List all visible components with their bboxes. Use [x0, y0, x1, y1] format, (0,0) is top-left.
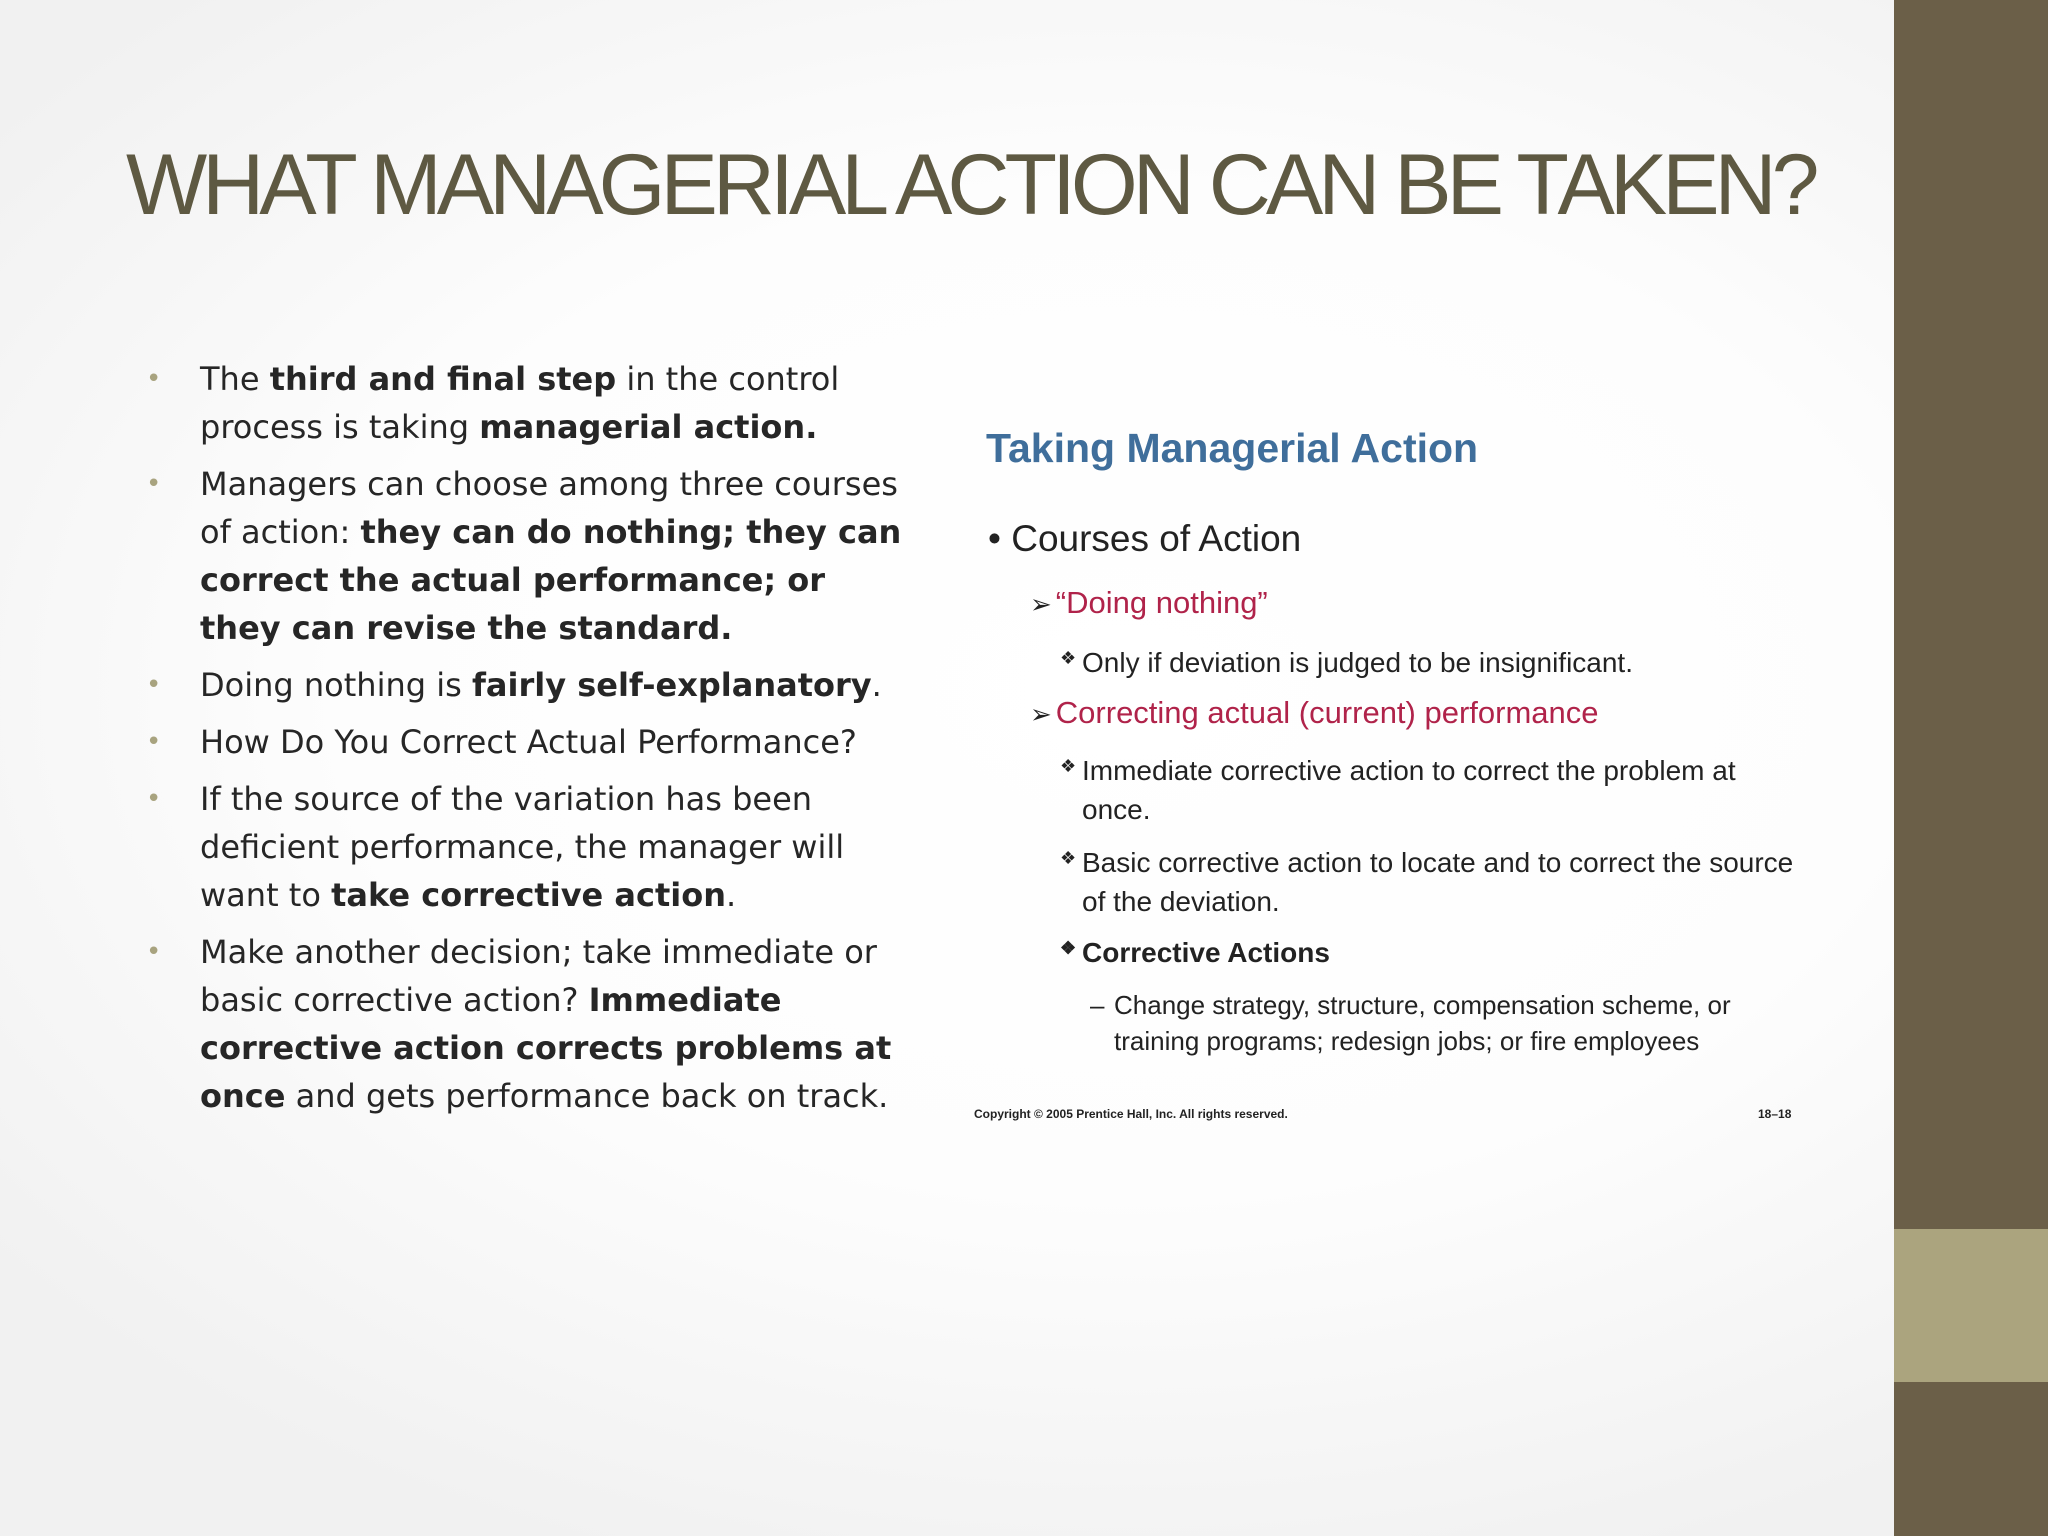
bullet-emphasis: Immediate corrective action corrects problems at once: [200, 981, 892, 1115]
inset-courses-of-action: [988, 518, 1301, 560]
bullet-emphasis: fairly self-explanatory: [471, 666, 872, 704]
bullet-text: .: [725, 876, 737, 914]
diamond-bullet-icon: ❖: [1060, 938, 1077, 958]
diamond-bullet-icon: ❖: [1060, 648, 1077, 668]
arrow-bullet-icon: ➢: [1030, 699, 1052, 729]
bullet-item: [146, 460, 906, 652]
bullet-text: in the control process is taking: [200, 360, 840, 446]
courses-label: Courses of Action: [1011, 518, 1302, 559]
bullet-dot-icon: •: [146, 469, 162, 499]
correcting-label: Correcting actual (current) performance: [1055, 695, 1599, 730]
decorative-sidebar-accent: [1894, 1229, 2048, 1382]
dash-bullet-icon: –: [1090, 990, 1105, 1020]
bullet-text: .: [871, 666, 882, 704]
bullet-dot-icon: •: [146, 670, 162, 700]
bullet-item: [146, 661, 906, 709]
bullet-emphasis: managerial action.: [479, 408, 818, 446]
diamond-bullet-icon: ❖: [1060, 756, 1077, 776]
inset-change-list: [1090, 987, 1754, 1059]
bullet-text: If the source of the variation has been deficient performance, the manager will want to: [200, 780, 845, 914]
bullet-emphasis: take corrective action: [331, 876, 726, 914]
arrow-bullet-icon: ➢: [1030, 589, 1052, 619]
inset-page-number: 18–18: [1758, 1107, 1792, 1121]
bullet-text: and gets performance back on track.: [285, 1077, 889, 1115]
bullet-item: [146, 718, 906, 766]
bullet-emphasis: they can do nothing; they can correct the actual performance; or they can revise the standard.: [200, 513, 902, 647]
embedded-slide-image: [960, 405, 1810, 1135]
bullet-text: How Do You Correct Actual Performance?: [200, 723, 857, 761]
doing-nothing-label: “Doing nothing”: [1055, 585, 1268, 620]
diamond-bullet-icon: ❖: [1060, 848, 1077, 868]
bullet-text: Make another decision; take immediate or basic corrective action?: [200, 933, 877, 1019]
inset-correcting: [1030, 695, 1599, 731]
inset-doing-nothing-note: [1060, 643, 1802, 682]
inset-copyright: Copyright © 2005 Prentice Hall, Inc. All rights reserved.: [974, 1107, 1288, 1121]
basic-text: Basic corrective action to locate and to correct the source of the deviation.: [1082, 847, 1794, 917]
inset-basic: [1060, 843, 1802, 921]
inset-corrective-actions: [1060, 933, 1802, 972]
inset-title: Taking Managerial Action: [986, 425, 1479, 471]
inset-doing-nothing: [1030, 585, 1268, 621]
doing-nothing-note-text: Only if deviation is judged to be insignificant.: [1082, 647, 1633, 678]
bullet-text: Managers can choose among three courses of action:: [200, 465, 898, 551]
bullet-item: [146, 775, 906, 919]
change-list-text: Change strategy, structure, compensation scheme, or training programs; redesign jobs; or fire employees: [1114, 990, 1731, 1056]
bullet-dot-icon: •: [146, 364, 162, 394]
bullet-text: Doing nothing is: [200, 666, 472, 704]
inset-immediate: [1060, 751, 1802, 829]
bullet-item: [146, 928, 906, 1120]
corrective-actions-text: Corrective Actions: [1082, 937, 1330, 968]
bullet-text: The: [200, 360, 270, 398]
slide-title: WHAT MANAGERIAL ACTION CAN BE TAKEN?: [126, 137, 1815, 233]
bullet-dot-icon: •: [146, 727, 162, 757]
bullet-emphasis: third and final step: [269, 360, 617, 398]
bullet-dot-icon: •: [146, 937, 162, 967]
bullet-dot-icon: •: [146, 784, 162, 814]
bullet-list: [146, 355, 906, 1129]
immediate-text: Immediate corrective action to correct the problem at once.: [1082, 755, 1736, 825]
bullet-item: [146, 355, 906, 451]
bullet-dot-icon: •: [988, 518, 1012, 559]
